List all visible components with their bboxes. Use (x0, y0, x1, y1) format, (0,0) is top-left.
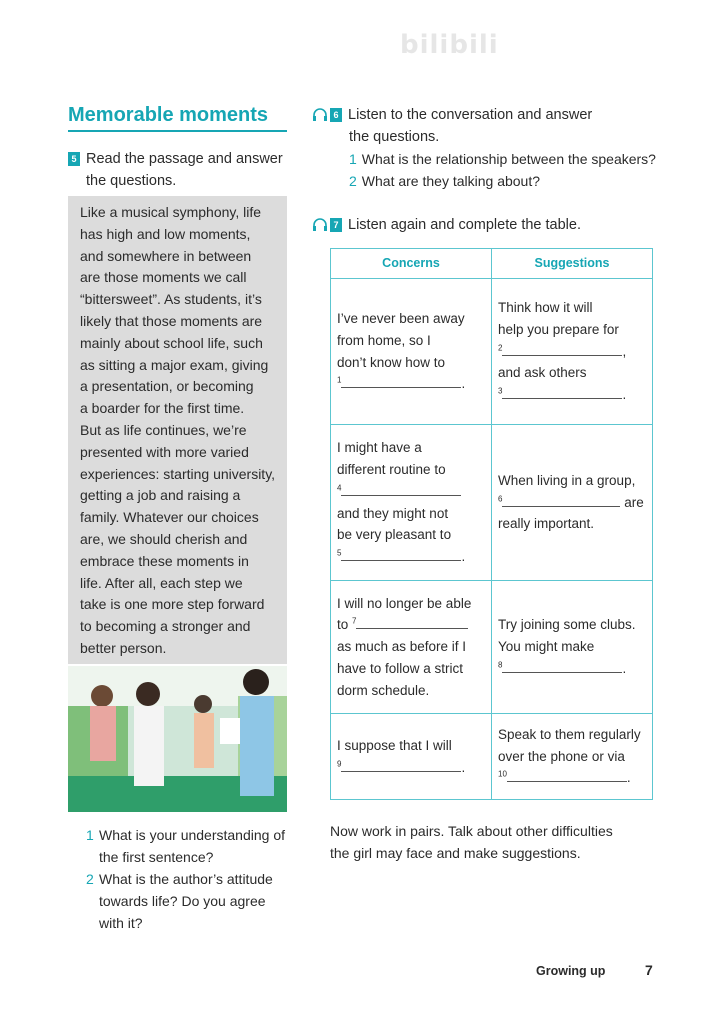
passage-line: embrace these moments in (80, 552, 249, 569)
passage-line: take is one more step forward (80, 596, 265, 613)
answer-blank[interactable] (502, 492, 620, 507)
instruction-line: the questions. (349, 129, 440, 145)
suggestion-cell (492, 714, 653, 800)
header-suggestions: Suggestions (492, 249, 653, 279)
passage-line: as sitting a major exam, giving (80, 356, 269, 373)
header-concerns: Concerns (331, 249, 492, 279)
punctuation: . (626, 770, 631, 786)
cell-line: really important. (498, 516, 595, 532)
punctuation: . (461, 549, 466, 565)
cell-line: don’t know how to (337, 354, 446, 370)
passage-line: getting a job and raising a (80, 487, 241, 504)
cell-line: I might have a (337, 440, 422, 456)
blank-number: 9 (337, 759, 342, 768)
cell-line: be very pleasant to (337, 527, 452, 543)
cell-line: and ask others (498, 365, 587, 381)
exercise-number-badge: 7 (330, 218, 342, 232)
question-line: What is your understanding of (99, 827, 285, 843)
passage-line: likely that those moments are (80, 312, 263, 329)
cell-line: and they might not (337, 505, 449, 521)
question-item (349, 170, 679, 192)
cell-line: I suppose that I will (337, 737, 452, 753)
answer-blank[interactable] (341, 546, 461, 561)
passage-line: a boarder for the first time. (80, 400, 245, 417)
passage-line: “bittersweet”. As students, it’s (80, 291, 262, 308)
question-number: 2 (349, 173, 357, 189)
exercise-5-instruction (68, 148, 293, 192)
blank-number: 4 (337, 483, 342, 493)
exercise-6-questions (349, 148, 679, 192)
exercise-number-badge: 6 (330, 108, 342, 122)
blank-number: 6 (498, 494, 503, 504)
passage-line: life. After all, each step we (80, 574, 243, 591)
cell-line: Speak to them regularly (498, 726, 641, 742)
passage-line: presented with more varied (80, 443, 249, 460)
cell-line: from home, so I (337, 332, 431, 348)
exercise-number-badge: 5 (68, 152, 80, 166)
punctuation: . (461, 376, 466, 392)
punctuation: . (622, 660, 627, 676)
table-header-row (331, 249, 653, 279)
table-row (331, 581, 653, 714)
answer-blank[interactable] (356, 614, 468, 629)
blank-number: 5 (337, 548, 342, 558)
cell-line: Try joining some clubs. (498, 617, 636, 633)
table-row (331, 714, 653, 800)
headphones-icon (312, 108, 328, 122)
blank-number: 1 (337, 375, 342, 385)
instruction-line: Listen to the conversation and answer (348, 107, 593, 123)
title-underline (68, 130, 287, 132)
table-row (331, 279, 653, 425)
answer-blank[interactable] (507, 767, 627, 782)
question-number: 1 (349, 151, 357, 167)
concerns-suggestions-table (330, 248, 653, 800)
instruction-line: the girl may face and make suggestions. (330, 845, 581, 861)
question-text: What are they talking about? (361, 173, 541, 189)
cell-text: to (337, 617, 349, 633)
footer-section-title: Growing up (536, 964, 606, 978)
suggestion-cell (492, 581, 653, 714)
passage-questions (86, 824, 296, 934)
section-title: Memorable moments (68, 104, 269, 126)
answer-blank[interactable] (502, 658, 622, 673)
question-line: towards life? Do you agree (99, 893, 266, 909)
exercise-6-instruction (312, 104, 672, 148)
question-number: 2 (86, 871, 94, 887)
question-item (349, 148, 679, 170)
cell-line: help you prepare for (498, 321, 619, 337)
headphones-icon (312, 218, 328, 232)
punctuation: . (461, 759, 466, 775)
students-photo (68, 666, 287, 812)
answer-blank[interactable] (341, 757, 461, 772)
table-row (331, 425, 653, 581)
concern-cell (331, 279, 492, 425)
question-line: the first sentence? (99, 849, 214, 865)
passage-line: a presentation, or becoming (80, 378, 254, 395)
passage-text (80, 202, 280, 660)
instruction-line: Now work in pairs. Talk about other difficulties (330, 823, 613, 839)
passage-line: are those moments we call (80, 269, 247, 286)
answer-blank[interactable] (341, 481, 461, 496)
suggestion-cell (492, 279, 653, 425)
blank-number: 3 (498, 386, 503, 396)
passage-line: better person. (80, 639, 167, 656)
cell-line: When living in a group, (498, 472, 636, 488)
blank-number: 10 (498, 769, 507, 779)
question-text: What is the relationship between the speakers? (361, 151, 656, 167)
cell-line: You might make (498, 639, 595, 655)
blank-number: 7 (352, 616, 357, 626)
passage-line: family. Whatever our choices (80, 509, 259, 526)
question-item (86, 824, 296, 868)
pair-work-instruction (330, 820, 650, 864)
cell-line: have to follow a strict (337, 660, 464, 676)
question-item (86, 868, 296, 934)
blank-number: 2 (498, 343, 503, 353)
cell-line: Think how it will (498, 300, 593, 315)
passage-line: Like a musical symphony, life (80, 204, 262, 220)
punctuation: . (622, 387, 627, 403)
passage-line: are, we should cherish and (80, 530, 248, 547)
answer-blank[interactable] (341, 373, 461, 388)
cell-text: are (624, 494, 644, 510)
watermark: bilibili (400, 30, 499, 60)
instruction-line: the questions. (86, 173, 177, 189)
punctuation: , (622, 343, 627, 359)
cell-line: as much as before if I (337, 639, 467, 655)
cell-line: I will no longer be able (337, 595, 472, 611)
passage-line: has high and low moments, (80, 225, 251, 242)
blank-number: 8 (498, 660, 503, 670)
concern-cell (331, 714, 492, 800)
passage-line: But as life continues, we’re (80, 421, 247, 438)
cell-line: I’ve never been away (337, 310, 465, 326)
concern-cell (331, 425, 492, 581)
instruction-line: Listen again and complete the table. (348, 217, 581, 233)
page-number: 7 (645, 962, 653, 978)
cell-line: over the phone or via (498, 748, 625, 764)
answer-blank[interactable] (502, 384, 622, 399)
question-line: with it? (99, 915, 143, 931)
question-number: 1 (86, 827, 94, 843)
cell-line: dorm schedule. (337, 682, 430, 698)
instruction-line: Read the passage and answer (86, 151, 283, 167)
answer-blank[interactable] (502, 341, 622, 356)
passage-line: experiences: starting university, (80, 465, 276, 482)
concern-cell (331, 581, 492, 714)
suggestion-cell (492, 425, 653, 581)
passage-line: and somewhere in between (80, 247, 252, 264)
exercise-7-instruction (312, 214, 672, 236)
question-line: What is the author’s attitude (99, 871, 273, 887)
cell-line: different routine to (337, 461, 446, 477)
passage-line: mainly about school life, such (80, 334, 263, 351)
passage-line: to becoming a stronger and (80, 618, 251, 635)
